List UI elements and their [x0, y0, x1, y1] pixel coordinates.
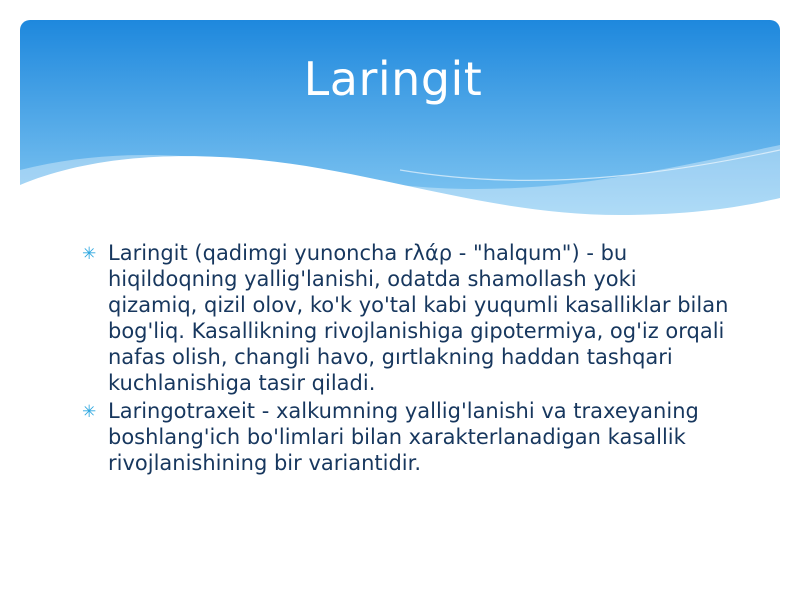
- asterisk-bullet-icon: ✳: [82, 402, 97, 422]
- list-item: [80, 240, 730, 396]
- slide-title: Laringit: [303, 52, 483, 106]
- bullet-list: [80, 240, 730, 478]
- asterisk-bullet-icon: ✳: [82, 244, 97, 264]
- bullet-text: Laringotraxeit - xalkumning yallig'lanishi va traxeyaning boshlang'ich bo'limlari bilan xarakterlanadigan kasallik rivojlanishining bir variantidir.: [108, 399, 699, 475]
- bullet-text: Laringit (qadimgi yunoncha rλάρ - "halqum") - bu hiqildoqning yallig'lanishi, odatda shamollash yoki qizamiq, qizil olov, ko'k yo'tal kabi yuqumli kasalliklar bilan bog'liq. Kasallikning rivojlanishiga gipotermiya, og'iz orqali nafas olish, changli havo, gırtlakning haddan tashqari kuchlanishiga tasir qiladi.: [108, 241, 729, 395]
- list-item: [80, 398, 730, 476]
